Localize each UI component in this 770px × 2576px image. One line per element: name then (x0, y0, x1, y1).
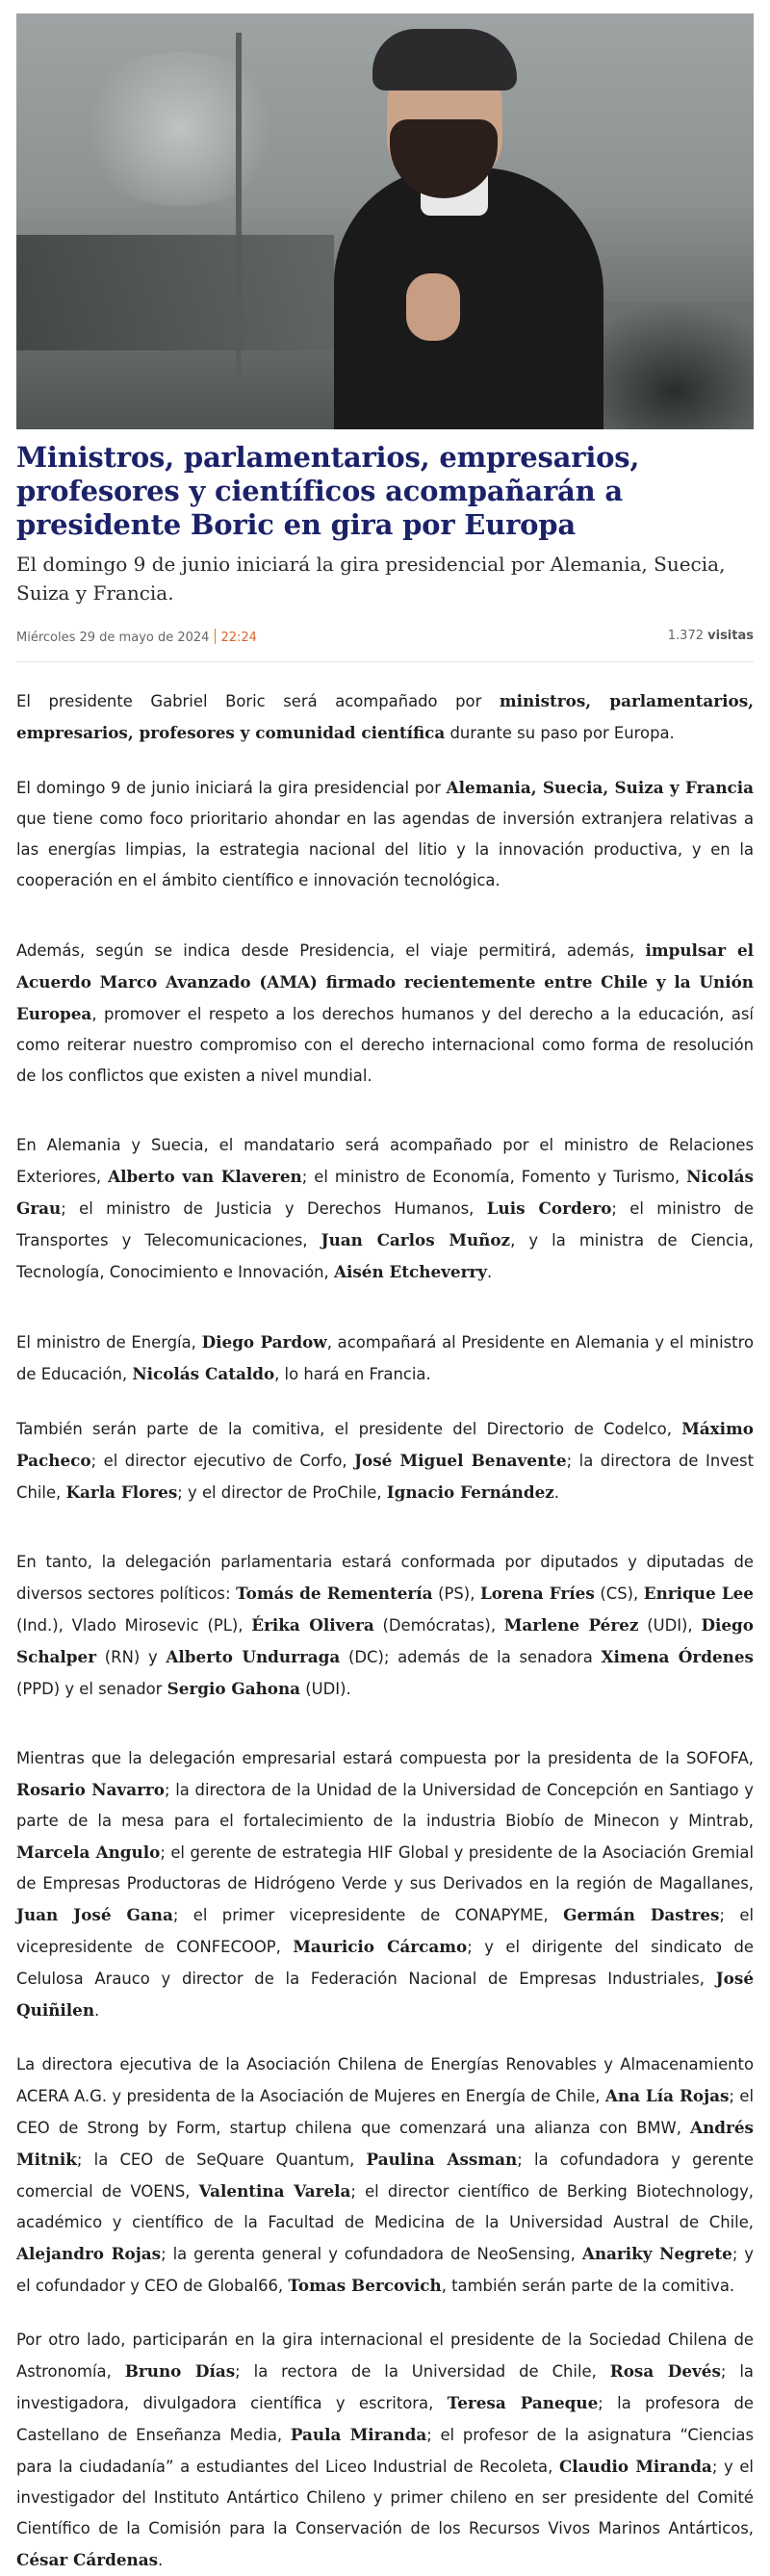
paragraph-7: En tanto, la delegación parlamentaria estará conformada por diputados y diputadas de diversos sectores políticos: Tomás de Rementería (PS), Lorena Fríes (CS), Enrique Lee (Ind.), Vlado Mirosevic (PL), Érika Olivera (Demócratas), Marlene Pérez (UDI), Diego Schalper (RN) y Alberto Undurraga (DC); además de la senadora Ximena Órdenes (PPD) y el senador Sergio Gahona (UDI). (16, 1553, 754, 1698)
article-meta (16, 629, 754, 648)
paragraph-5: El ministro de Energía, Diego Pardow, acompañará al Presidente en Alemania y el ministro de Educación, Nicolás Cataldo, lo hará en Francia. (16, 1332, 754, 1383)
publish-time: 22:24 (220, 631, 257, 645)
article-title: Ministros, parlamentarios, empresarios, profesores y científicos acompañarán a presidente Boric en gira por Europa (16, 441, 640, 541)
paragraph-6: También serán parte de la comitiva, el presidente del Directorio de Codelco, Máximo Pacheco; el director ejecutivo de Corfo, José Miguel Benavente; la directora de Invest Chile, Karla Flores; y el director de ProChile, Ignacio Fernández. (16, 1419, 755, 1502)
paragraph-9: La directora ejecutiva de la Asociación Chilena de Energías Renovables y Almacenamiento ACERA A.G. y presidenta de la Asociación de Mujeres en Energía de Chile, Ana Lía Rojas; el CEO de Strong by Form, startup chilena que comenzará una alianza con BMW, Andrés Mitnik; la CEO de SeQuare Quantum, Paulina Assman; la cofundadora y gerente comercial de VOENS, Valentina Varela; el director científico de Berking Biotechnology, académico y científico de la Facultad de Medicina de la Universidad Austral de Chile, Alejandro Rojas; la gerenta general y cofundadora de NeoSensing, Anariky Negrete; y el cofundador y CEO de Global66, Tomas Bercovich, también serán parte de la comitiva. (16, 2055, 754, 2295)
paragraph-2: El domingo 9 de junio iniciará la gira presidencial por Alemania, Suecia, Suiza y Francia que tiene como foco prioritario ahondar en las agendas de inversión extranjera relativas a las energías limpias, la estrategia nacional del litio y la innovación productiva, y en la cooperación en el ámbito científico e innovación tecnológica. (16, 778, 754, 889)
meta-divider (215, 629, 216, 644)
view-count: 1.372 visitas (667, 629, 754, 643)
article-body (16, 685, 754, 2576)
paragraph-1: El presidente Gabriel Boric será acompañado por ministros, parlamentarios, empresarios, profesores y comunidad científica durante su paso por Europa. (16, 691, 755, 742)
meta-divider-line (16, 661, 754, 662)
hero-photo (16, 13, 754, 429)
paragraph-3: Además, según se indica desde Presidencia, el viaje permitirá, además, impulsar el Acuerdo Marco Avanzado (AMA) firmado recientemente entre Chile y la Unión Europea, promover el respeto a los derechos humanos y del derecho a la educación, así como reiterar nuestro compromiso con el derecho internacional como forma de resolución de los conflictos que existen a nivel mundial. (16, 940, 754, 1085)
article-subtitle: El domingo 9 de junio iniciará la gira presidencial por Alemania, Suecia, Suiza y Francia. (16, 553, 726, 605)
article (16, 13, 754, 2576)
paragraph-10: Por otro lado, participarán en la gira internacional el presidente de la Sociedad Chilena de Astronomía, Bruno Días; la rectora de la Universidad de Chile, Rosa Devés; la investigadora, divulgadora científica y escritora, Teresa Paneque; la profesora de Castellano de Enseñanza Media, Paula Miranda; el profesor de la asignatura “Ciencias para la ciudadanía” a estudiantes del Liceo Industrial de Recoleta, Claudio Miranda; y el investigador del Instituto Antártico Chileno y primer chileno en ser presidente del Comité Científico de la Comisión para la Conservación de los Recursos Vivos Marinos Antárticos, César Cárdenas. (16, 2331, 754, 2569)
paragraph-4: En Alemania y Suecia, el mandatario será acompañado por el ministro de Relaciones Exteriores, Alberto van Klaveren; el ministro de Economía, Fomento y Turismo, Nicolás Grau; el ministro de Justicia y Derechos Humanos, Luis Cordero; el ministro de Transportes y Telecomunicaciones, Juan Carlos Muñoz, y la ministra de Ciencia, Tecnología, Conocimiento e Innovación, Aisén Etcheverry. (16, 1136, 754, 1281)
publish-date: Miércoles 29 de mayo de 2024 (16, 631, 210, 645)
paragraph-8: Mientras que la delegación empresarial estará compuesta por la presidenta de la SOFOFA, Rosario Navarro; la directora de la Unidad de la Universidad de Concepción en Santiago y parte de la mesa para el fortalecimiento de la industria Biobío de Minecon y Mintrab, Marcela Angulo; el gerente de estrategia HIF Global y presidente de la Asociación Gremial de Empresas Productoras de Hidrógeno Verde y sus Derivados en la región de Magallanes, Juan José Gana; el primer vicepresidente de CONAPYME, Germán Dastres; el vicepresidente de CONFECOOP, Mauricio Cárcamo; y el dirigente del sindicato de Celulosa Arauco y director de la Federación Nacional de Empresas Industriales, José Quiñilen. (16, 1749, 755, 2020)
